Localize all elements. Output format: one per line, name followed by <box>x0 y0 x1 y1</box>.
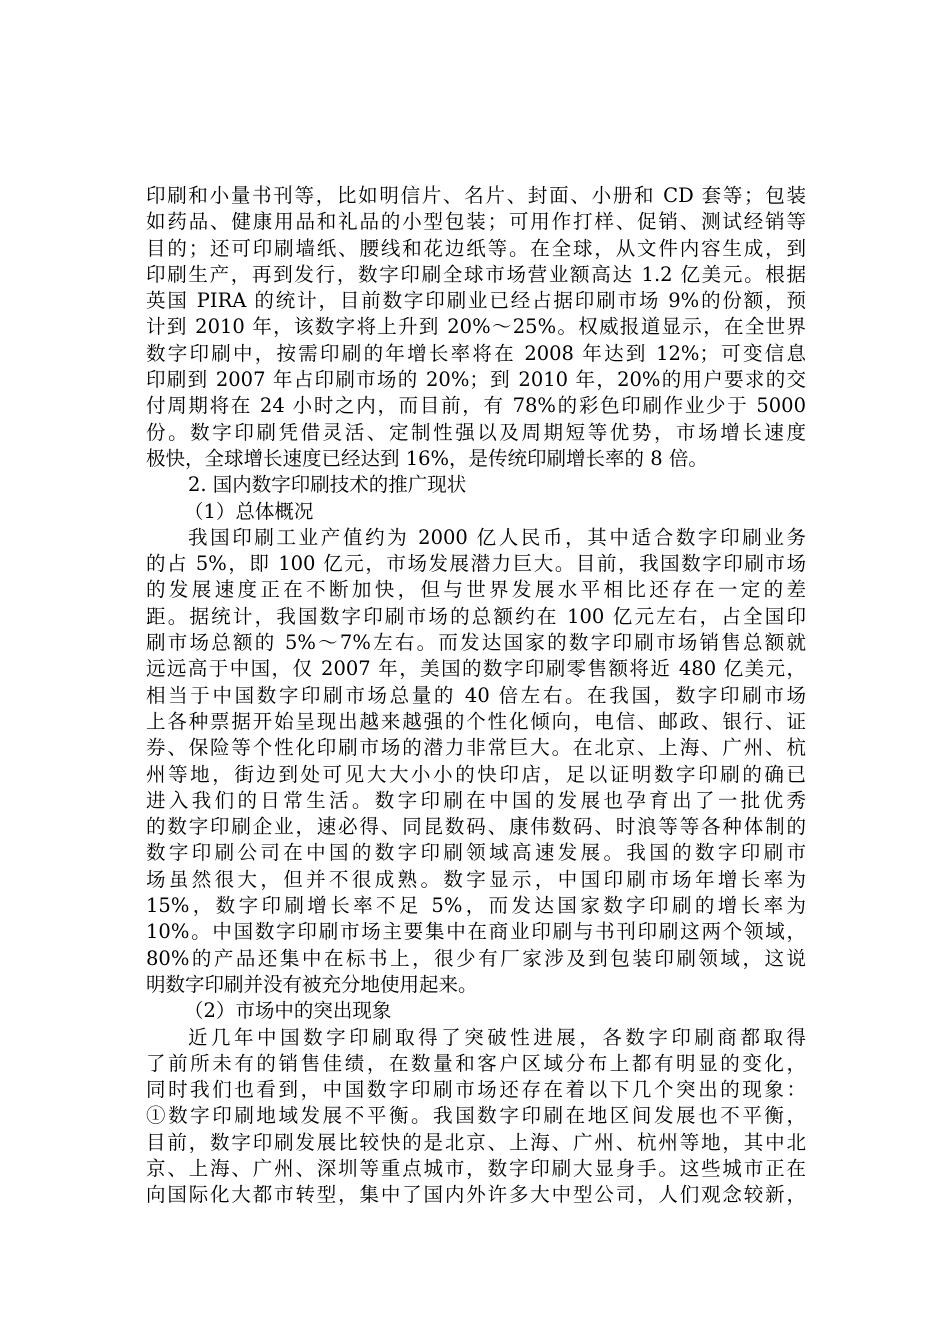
paragraph-2-line-12: 的数字印刷企业，速必得、同昆数码、康伟数码、时浪等等各种体制的 <box>146 815 806 839</box>
paragraph-1-line-7: 数字印刷中，按需印刷的年增长率将在 2008 年达到 12%；可变信息 <box>146 341 806 365</box>
paragraph-1-line-9: 付周期将在 24 小时之内，而目前，有 78%的彩色印刷作业少于 5000 <box>146 394 806 418</box>
paragraph-2-line-16: 10%。中国数字印刷市场主要集中在商业印刷与书刊印刷这两个领域， <box>146 920 806 944</box>
paragraph-3-line-1: 近几年中国数字印刷取得了突破性进展，各数字印刷商都取得 <box>188 1025 806 1049</box>
paragraph-2-line-8: 上各种票据开始呈现出越来越强的个性化倾向，电信、邮政、银行、证 <box>146 709 806 733</box>
paragraph-2-line-9: 券、保险等个性化印刷市场的潜力非常巨大。在北京、上海、广州、杭 <box>146 736 806 760</box>
paragraph-2-line-13: 数字印刷公司在中国的数字印刷领域高速发展。我国的数字印刷市 <box>146 841 806 865</box>
paragraph-1-line-2: 如药品、健康用品和礼品的小型包装；可用作打样、促销、测试经销等 <box>146 210 806 234</box>
paragraph-1-line-5: 英国 PIRA 的统计，目前数字印刷业已经占据印刷市场 9%的份额，预 <box>146 289 806 313</box>
document-body <box>146 183 806 1209</box>
paragraph-1-line-8: 印刷到 2007 年占印刷市场的 20%；到 2010 年，20%的用户要求的交 <box>146 368 806 392</box>
paragraph-1-line-3: 目的；还可印刷墙纸、腰线和花边纸等。在全球，从文件内容生成，到 <box>146 236 806 260</box>
paragraph-3-line-7: 向国际化大都市转型，集中了国内外许多大中型公司，人们观念较新， <box>146 1183 806 1207</box>
paragraph-1-line-6: 计到 2010 年，该数字将上升到 20%～25%。权威报道显示，在全世界 <box>146 315 806 339</box>
paragraph-2-line-10: 州等地，街边到处可见大大小小的快印店，足以证明数字印刷的确已 <box>146 762 806 786</box>
paragraph-3-line-4: ①数字印刷地域发展不平衡。我国数字印刷在地区间发展也不平衡， <box>146 1104 806 1128</box>
paragraph-2-line-6: 远远高于中国，仅 2007 年，美国的数字印刷零售额将近 480 亿美元， <box>146 657 806 681</box>
paragraph-3-line-3: 同时我们也看到，中国数字印刷市场还存在着以下几个突出的现象： <box>146 1078 806 1102</box>
paragraph-1-line-10: 份。数字印刷凭借灵活、定制性强以及周期短等优势，市场增长速度 <box>146 420 806 444</box>
paragraph-3-line-5: 目前，数字印刷发展比较快的是北京、上海、广州、杭州等地，其中北 <box>146 1130 806 1154</box>
paragraph-1-line-1: 印刷和小量书刊等，比如明信片、名片、封面、小册和 CD 套等；包装 <box>146 184 806 207</box>
paragraph-2-line-1: 我国印刷工业产值约为 2000 亿人民币，其中适合数字印刷业务 <box>188 525 806 549</box>
paragraph-2-line-5: 刷市场总额的 5%～7%左右。而发达国家的数字印刷市场销售总额就 <box>146 631 806 655</box>
subsection-heading-overview: （1）总体概况 <box>184 499 314 523</box>
paragraph-2-line-14: 场虽然很大，但并不很成熟。数字显示，中国印刷市场年增长率为 <box>146 867 806 891</box>
paragraph-2-line-17: 80%的产品还集中在标书上，很少有厂家涉及到包装印刷领域，这说 <box>146 946 806 970</box>
paragraph-2-line-2: 的占 5%，即 100 亿元，市场发展潜力巨大。目前，我国数字印刷市场 <box>146 552 806 576</box>
section-heading: 2. 国内数字印刷技术的推广现状 <box>188 473 467 497</box>
paragraph-2-line-7: 相当于中国数字印刷市场总量的 40 倍左右。在我国，数字印刷市场 <box>146 683 806 707</box>
paragraph-2-line-18: 明数字印刷并没有被充分地使用起来。 <box>146 972 478 996</box>
subsection-heading-market: （2）市场中的突出现象 <box>184 999 392 1023</box>
paragraph-3-line-2: 了前所未有的销售佳绩，在数量和客户区域分布上都有明显的变化， <box>146 1051 806 1075</box>
paragraph-2-line-11: 进入我们的日常生活。数字印刷在中国的发展也孕育出了一批优秀 <box>146 788 806 812</box>
paragraph-2-line-4: 距。据统计，我国数字印刷市场的总额约在 100 亿元左右，占全国印 <box>146 604 806 628</box>
paragraph-3-line-6: 京、上海、广州、深圳等重点城市，数字印刷大显身手。这些城市正在 <box>146 1156 806 1180</box>
paragraph-1-line-11: 极快，全球增长速度已经达到 16%，是传统印刷增长率的 8 倍。 <box>146 446 708 470</box>
paragraph-1-line-4: 印刷生产，再到发行，数字印刷全球市场营业额高达 1.2 亿美元。根据 <box>146 262 806 286</box>
paragraph-2-line-15: 15%，数字印刷增长率不足 5%，而发达国家数字印刷的增长率为 <box>146 894 806 918</box>
paragraph-2-line-3: 的发展速度正在不断加快，但与世界发展水平相比还存在一定的差 <box>146 578 806 602</box>
